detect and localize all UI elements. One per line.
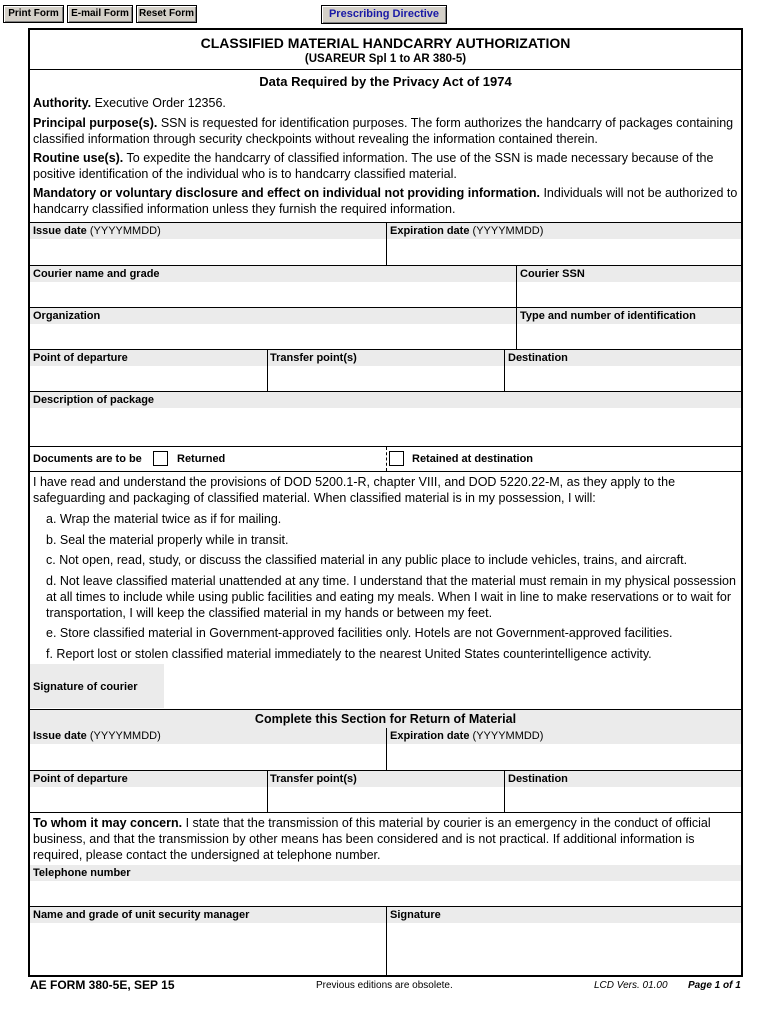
form-title: CLASSIFIED MATERIAL HANDCARRY AUTHORIZATION xyxy=(200,35,571,51)
telephone-field[interactable] xyxy=(31,882,740,906)
transfer-field[interactable] xyxy=(269,367,503,391)
courier-name-label: Courier name and grade xyxy=(33,268,160,280)
security-manager-label: Name and grade of unit security manager xyxy=(33,909,250,921)
agreement-item-c: c. Not open, read, study, or discuss the classified material in any public place to include vehicles, trains, and aircraft. xyxy=(46,553,688,567)
privacy-purpose: Principal purpose(s). SSN is requested for identification purposes. The form authorizes the handcarry of packages containing classified information through security checkpoints without revealing the information contained therein. xyxy=(33,116,734,146)
organization-label: Organization xyxy=(33,310,101,322)
returned-label: Returned xyxy=(177,453,226,465)
email-form-button[interactable]: E-mail Form xyxy=(67,5,133,23)
expiration-date-field[interactable] xyxy=(388,240,740,264)
courier-ssn-field[interactable] xyxy=(518,283,740,307)
courier-name-field[interactable] xyxy=(31,283,515,307)
security-manager-field[interactable] xyxy=(31,924,385,975)
return-transfer-label: Transfer point(s) xyxy=(270,773,357,785)
returned-checkbox[interactable] xyxy=(153,451,168,466)
manager-signature-field[interactable] xyxy=(388,924,740,975)
signature-courier-field[interactable] xyxy=(166,664,740,708)
return-departure-label: Point of departure xyxy=(33,773,128,785)
print-form-button[interactable]: Print Form xyxy=(3,5,64,23)
destination-label: Destination xyxy=(508,352,568,364)
issue-date-field[interactable] xyxy=(31,240,385,264)
return-destination-field[interactable] xyxy=(506,788,740,812)
prescribing-directive-button[interactable]: Prescribing Directive xyxy=(321,5,447,24)
id-type-label: Type and number of identification xyxy=(520,310,696,322)
expiration-date-label: Expiration date (YYYYMMDD) xyxy=(390,225,544,237)
obsolete-notice: Previous editions are obsolete. xyxy=(316,980,453,991)
form-frame xyxy=(28,28,743,977)
telephone-label: Telephone number xyxy=(33,867,131,879)
return-section-heading: Complete this Section for Return of Material xyxy=(254,712,517,726)
agreement-item-a: a. Wrap the material twice as if for mailing. xyxy=(46,512,282,526)
destination-field[interactable] xyxy=(506,367,740,391)
issue-date-label: Issue date (YYYYMMDD) xyxy=(33,225,161,237)
reset-form-button[interactable]: Reset Form xyxy=(136,5,197,23)
return-issue-date-field[interactable] xyxy=(31,745,385,769)
return-expiration-date-field[interactable] xyxy=(388,745,740,769)
agreement-intro: I have read and understand the provisions of DOD 5200.1-R, chapter VIII, and DOD 5220.22-M, as they apply to the safeguarding and packaging of classified material. When classified material is in my possession, I will: xyxy=(33,475,676,505)
documents-label: Documents are to be xyxy=(33,453,142,465)
transfer-label: Transfer point(s) xyxy=(270,352,357,364)
description-label: Description of package xyxy=(33,394,155,406)
manager-signature-label: Signature xyxy=(390,909,441,921)
departure-label: Point of departure xyxy=(33,352,128,364)
privacy-heading: Data Required by the Privacy Act of 1974 xyxy=(259,74,512,89)
return-departure-field[interactable] xyxy=(31,788,266,812)
agreement-item-b: b. Seal the material properly while in transit. xyxy=(46,533,289,547)
retained-label: Retained at destination xyxy=(412,453,534,465)
return-destination-label: Destination xyxy=(508,773,568,785)
id-type-field[interactable] xyxy=(518,325,740,349)
form-subtitle: (USAREUR Spl 1 to AR 380-5) xyxy=(304,53,467,65)
privacy-authority: Authority. Executive Order 12356. xyxy=(33,96,226,110)
departure-field[interactable] xyxy=(31,367,266,391)
return-expiration-date-label: Expiration date (YYYYMMDD) xyxy=(390,730,544,742)
retained-checkbox[interactable] xyxy=(389,451,404,466)
description-field[interactable] xyxy=(31,409,740,445)
page-number: Page 1 of 1 xyxy=(688,980,741,991)
concern-statement: To whom it may concern. I state that the transmission of this material by courier is an emergency in the conduct of official business, and that the transmission by other means has been considered and is not practical. If additional information is required, please contact the undersigned at telephone number. xyxy=(33,816,711,862)
privacy-disclosure: Mandatory or voluntary disclosure and effect on individual not providing information. Individuals will not be authorized to handcarry classified information unless they furnish the required information. xyxy=(33,186,738,216)
agreement-item-f: f. Report lost or stolen classified material immediately to the nearest United States counterintelligence activity. xyxy=(46,647,652,661)
privacy-routine: Routine use(s). To expedite the handcarry of classified information. The use of the SSN is made necessary because of the positive identification of the individual who is to handcarry classified material. xyxy=(33,151,714,181)
form-id: AE FORM 380-5E, SEP 15 xyxy=(30,978,175,992)
signature-courier-label: Signature of courier xyxy=(33,681,138,693)
courier-ssn-label: Courier SSN xyxy=(520,268,585,280)
return-issue-date-label: Issue date (YYYYMMDD) xyxy=(33,730,161,742)
organization-field[interactable] xyxy=(31,325,515,349)
version: LCD Vers. 01.00 xyxy=(594,980,668,991)
agreement-item-d: d. Not leave classified material unattended at any time. I understand that the material must remain in my physical possession at all times to include while using public facilities and eating my meals. When I wait in line to make reservations or to wait for transportation, I will keep the classified material in my hands or between my feet. xyxy=(46,574,736,620)
agreement-item-e: e. Store classified material in Government-approved facilities only. Hotels are not Government-approved facilities. xyxy=(46,626,673,640)
return-transfer-field[interactable] xyxy=(269,788,503,812)
